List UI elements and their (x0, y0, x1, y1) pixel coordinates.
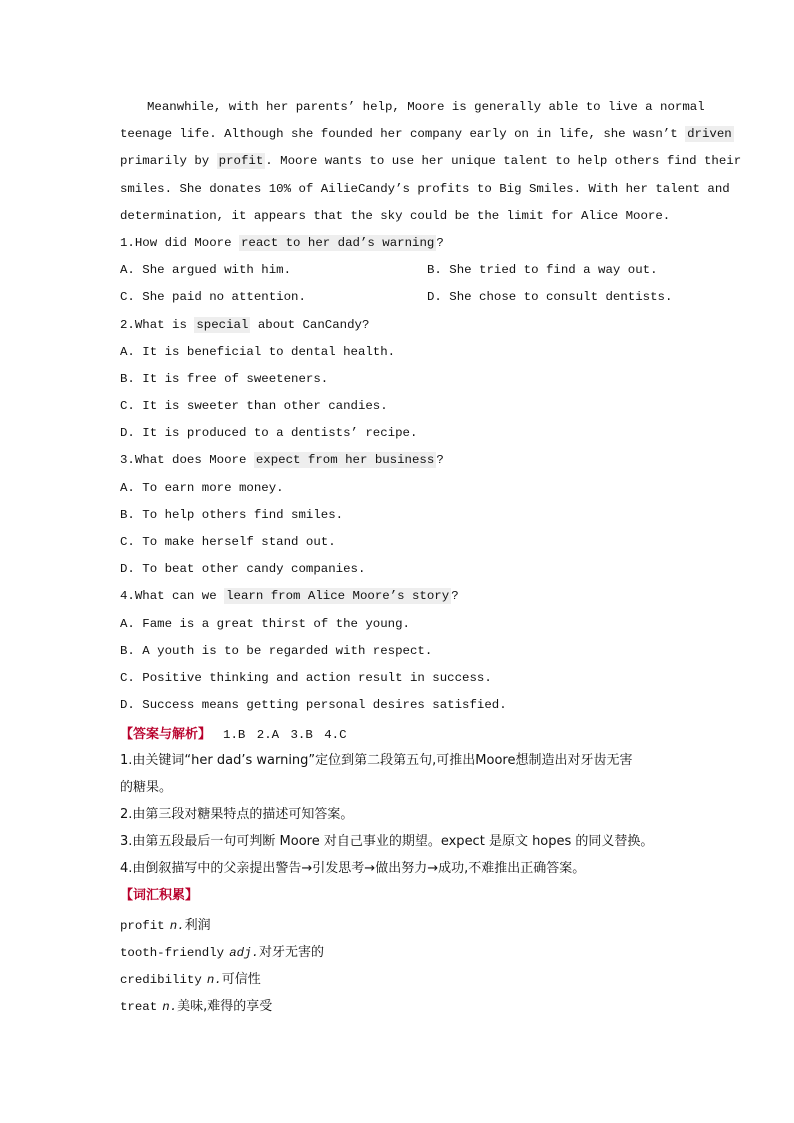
vocab-item (120, 964, 676, 991)
option-b: B. A youth is to be regarded with respect. (120, 643, 433, 658)
document-page (120, 94, 742, 1018)
vocab-meaning: 可信性 (221, 972, 261, 987)
explanation-line: 的糖果。 (120, 779, 173, 795)
vocab-word: tooth-friendly (120, 945, 225, 960)
vocab-pos: n. (162, 1000, 178, 1015)
option-row (120, 284, 676, 311)
vocab-word: credibility (120, 973, 202, 987)
answer-heading: 【答案与解析】 (120, 727, 212, 743)
option-a: A. Fame is a great thirst of the young. (120, 616, 410, 631)
explanation-line: 2.由第三段对糖果特点的描述可知答案。 (120, 806, 354, 822)
vocab-section (120, 882, 676, 1018)
question-highlight: special (196, 317, 249, 332)
question-stem: 1.How did Moore react to her dad’s warning ? (120, 235, 444, 250)
passage-line: determination, it appears that the sky could be the limit for Alice Moore. (120, 208, 671, 223)
explanation-line: 3.由第五段最后一句可判断 Moore 对自己事业的期望。expect 是原文 hopes 的同义替换。 (120, 834, 654, 850)
vocab-meaning: 对牙无害的 (258, 944, 324, 960)
passage-line: teenage life. Although she founded her company early on in life, she wasn’t driven (120, 127, 732, 142)
option-c: C. It is sweeter than other candies. (120, 399, 388, 414)
question-3 (120, 447, 676, 583)
vocab-pos: n. (169, 918, 185, 933)
option-d: D. Success means getting personal desires satisfied. (120, 698, 507, 713)
option-a: A. She argued with him. (120, 263, 292, 278)
explanation-line: 4.由倒叙描写中的父亲提出警告→引发思考→做出努力→成功,不难推出正确答案。 (120, 861, 586, 877)
highlight-driven: driven (687, 127, 732, 142)
vocab-word: treat (120, 1000, 158, 1015)
option-a: A. To earn more money. (120, 480, 284, 495)
highlight-profit: profit (218, 154, 264, 169)
passage-line: Meanwhile, with her parents’ help, Moore is generally able to live a normal (147, 100, 705, 114)
option-b: B. She tried to find a way out. (427, 263, 658, 278)
option-a: A. It is beneficial to dental health. (120, 344, 396, 359)
vocab-item (120, 991, 676, 1018)
option-d: D. She chose to consult dentists. (427, 290, 673, 305)
vocab-pos: n. (206, 973, 222, 987)
answer-heading-line (120, 719, 676, 746)
question-stem: 4.What can we learn from Alice Moore’s story ? (120, 589, 459, 604)
answer-section (120, 719, 676, 882)
question-highlight: react to her dad’s warning (240, 235, 435, 250)
question-4 (120, 583, 676, 719)
passage-line: smiles. She donates 10% of AilieCandy’s profits to Big Smiles. With her talent and (120, 181, 730, 196)
vocab-pos: adj. (229, 945, 259, 960)
vocab-item (120, 910, 676, 937)
vocab-meaning: 利润 (184, 917, 211, 933)
option-row (120, 257, 676, 284)
passage (120, 94, 742, 230)
option-b: B. To help others find smiles. (120, 507, 344, 522)
option-d: D. It is produced to a dentists’ recipe. (120, 426, 418, 441)
vocab-meaning: 美味,难得的享受 (177, 999, 273, 1015)
answer-key: 1.B 2.A 3.B 4.C (223, 728, 347, 743)
vocab-word: profit (120, 918, 165, 933)
option-b: B. It is free of sweeteners. (120, 371, 329, 386)
vocab-item (120, 937, 676, 964)
question-stem: 3.What does Moore expect from her business ? (120, 453, 444, 468)
vocab-heading: 【词汇积累】 (120, 888, 199, 904)
option-c: C. She paid no attention. (120, 290, 306, 305)
passage-line: primarily by profit . Moore wants to use her unique talent to help others find their (120, 154, 742, 169)
question-1 (120, 230, 676, 312)
explanation-line: 1.由关键词“her dad’s warning”定位到第二段第五句,可推出Moore想制造出对牙齿无害 (120, 752, 633, 768)
option-c: C. Positive thinking and action result in success. (120, 670, 492, 685)
option-c: C. To make herself stand out. (120, 535, 336, 549)
option-d: D. To beat other candy companies. (120, 562, 366, 577)
question-highlight: expect from her business (255, 453, 435, 468)
question-highlight: learn from Alice Moore’s story (226, 589, 450, 604)
question-stem: 2.What is special about CanCandy? (120, 317, 370, 332)
question-2 (120, 312, 676, 448)
